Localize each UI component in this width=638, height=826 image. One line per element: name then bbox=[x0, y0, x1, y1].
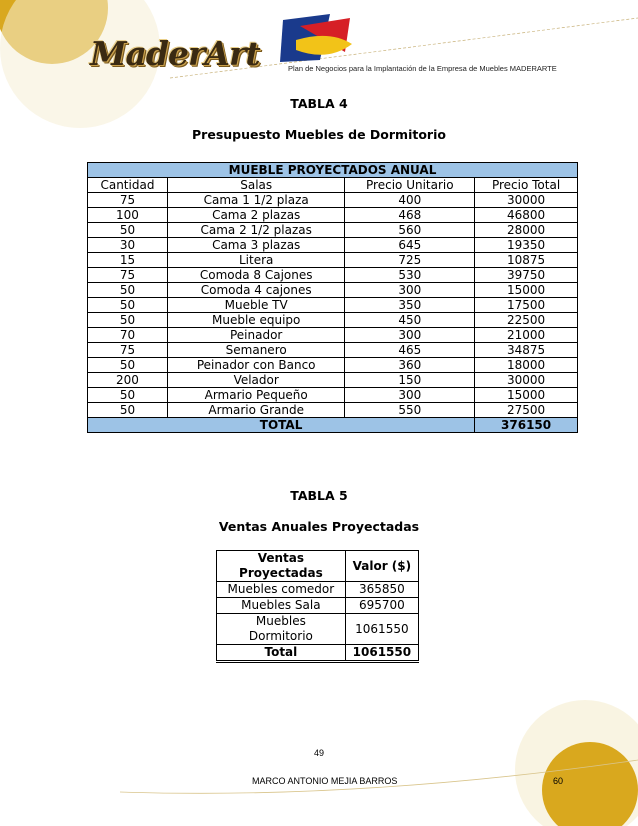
table-row bbox=[88, 268, 578, 283]
table-cell: 15 bbox=[88, 253, 168, 268]
table-cell: 19350 bbox=[475, 238, 578, 253]
table-cell: 46800 bbox=[475, 208, 578, 223]
table-cell bbox=[217, 614, 346, 645]
column-header: Precio Unitario bbox=[345, 178, 475, 193]
table-row bbox=[88, 238, 578, 253]
table4-banner: MUEBLE PROYECTADOS ANUAL bbox=[88, 163, 578, 178]
brand-logo: MaderArt bbox=[90, 34, 260, 73]
table-cell: 50 bbox=[88, 283, 168, 298]
cell-line: Dormitorio bbox=[248, 629, 313, 643]
table-row bbox=[88, 253, 578, 268]
table-row bbox=[217, 614, 419, 645]
table-cell: 150 bbox=[345, 373, 475, 388]
table-row bbox=[88, 223, 578, 238]
total-label: TOTAL bbox=[88, 418, 475, 433]
table5-label: TABLA 5 bbox=[290, 488, 348, 503]
table-cell: 75 bbox=[88, 193, 168, 208]
footer-author: MARCO ANTONIO MEJIA BARROS bbox=[252, 776, 398, 786]
table-cell: 10875 bbox=[475, 253, 578, 268]
table-cell: Muebles Sala bbox=[217, 598, 346, 614]
table4-column-headers bbox=[88, 178, 578, 193]
table-cell: 468 bbox=[345, 208, 475, 223]
table-cell: 360 bbox=[345, 358, 475, 373]
table-row bbox=[88, 313, 578, 328]
column-header: Salas bbox=[167, 178, 345, 193]
table-cell: Armario Pequeño bbox=[167, 388, 345, 403]
table-cell: Comoda 4 cajones bbox=[167, 283, 345, 298]
table-row bbox=[88, 193, 578, 208]
table-cell: 300 bbox=[345, 328, 475, 343]
table-row bbox=[88, 298, 578, 313]
table-cell: Cama 2 1/2 plazas bbox=[167, 223, 345, 238]
table-cell: 450 bbox=[345, 313, 475, 328]
table-cell: 50 bbox=[88, 403, 168, 418]
total-value: 1061550 bbox=[345, 645, 418, 662]
table-cell: 15000 bbox=[475, 388, 578, 403]
table-cell: 75 bbox=[88, 343, 168, 358]
table-cell: Muebles comedor bbox=[217, 582, 346, 598]
table-cell: 50 bbox=[88, 298, 168, 313]
column-header bbox=[217, 551, 346, 582]
table-cell: 50 bbox=[88, 388, 168, 403]
table-cell: 645 bbox=[345, 238, 475, 253]
table4-label: TABLA 4 bbox=[290, 96, 348, 111]
total-label: Total bbox=[217, 645, 346, 662]
table-cell: 17500 bbox=[475, 298, 578, 313]
table-row bbox=[88, 328, 578, 343]
table-cell: 15000 bbox=[475, 283, 578, 298]
table-cell: 34875 bbox=[475, 343, 578, 358]
table-cell: 39750 bbox=[475, 268, 578, 283]
table-cell: Cama 1 1/2 plaza bbox=[167, 193, 345, 208]
page-number: 49 bbox=[313, 748, 324, 758]
header-line: Proyectadas bbox=[239, 566, 323, 580]
table-row bbox=[217, 598, 419, 614]
table4-total-row bbox=[88, 418, 578, 433]
table-row bbox=[88, 283, 578, 298]
table-cell: 695700 bbox=[345, 598, 418, 614]
table-row bbox=[217, 582, 419, 598]
table-cell: 21000 bbox=[475, 328, 578, 343]
table-cell: 50 bbox=[88, 313, 168, 328]
column-header: Cantidad bbox=[88, 178, 168, 193]
table5-total-row bbox=[217, 645, 419, 662]
table-cell: Peinador con Banco bbox=[167, 358, 345, 373]
table-cell: 365850 bbox=[345, 582, 418, 598]
table-cell: 30000 bbox=[475, 373, 578, 388]
table-cell: 560 bbox=[345, 223, 475, 238]
table-cell: 550 bbox=[345, 403, 475, 418]
table-cell: 530 bbox=[345, 268, 475, 283]
column-header: Precio Total bbox=[475, 178, 578, 193]
table5-header-row bbox=[217, 551, 419, 582]
table-cell: 30 bbox=[88, 238, 168, 253]
column-header: Valor ($) bbox=[345, 551, 418, 582]
table-cell: 27500 bbox=[475, 403, 578, 418]
total-value: 376150 bbox=[475, 418, 578, 433]
table-cell: 70 bbox=[88, 328, 168, 343]
footer-page-number: 60 bbox=[553, 776, 564, 786]
brand-emblem-icon bbox=[280, 14, 352, 62]
table-cell: Cama 2 plazas bbox=[167, 208, 345, 223]
table-cell: 1061550 bbox=[345, 614, 418, 645]
table-cell: Velador bbox=[167, 373, 345, 388]
table-row bbox=[88, 343, 578, 358]
cell-line: Muebles bbox=[255, 614, 306, 628]
table4-banner-row bbox=[88, 163, 578, 178]
table5-caption: Ventas Anuales Proyectadas bbox=[218, 519, 420, 534]
table-cell: 200 bbox=[88, 373, 168, 388]
table4-budget-table bbox=[87, 162, 578, 433]
table-cell: 465 bbox=[345, 343, 475, 358]
table-cell: 30000 bbox=[475, 193, 578, 208]
table-cell: Mueble equipo bbox=[167, 313, 345, 328]
table-cell: Armario Grande bbox=[167, 403, 345, 418]
table-cell: Comoda 8 Cajones bbox=[167, 268, 345, 283]
table-cell: Semanero bbox=[167, 343, 345, 358]
table-cell: 50 bbox=[88, 223, 168, 238]
table-row bbox=[88, 388, 578, 403]
table-row bbox=[88, 208, 578, 223]
header-line: Ventas bbox=[257, 551, 305, 565]
table-cell: 725 bbox=[345, 253, 475, 268]
table4-caption: Presupuesto Muebles de Dormitorio bbox=[192, 127, 446, 142]
table-cell: Litera bbox=[167, 253, 345, 268]
table-cell: Mueble TV bbox=[167, 298, 345, 313]
running-header: Plan de Negocios para la Implantación de la Empresa de Muebles MADERARTE bbox=[288, 64, 557, 73]
table-cell: Cama 3 plazas bbox=[167, 238, 345, 253]
table-cell: 18000 bbox=[475, 358, 578, 373]
table5-sales-table bbox=[216, 550, 419, 663]
table-row bbox=[88, 373, 578, 388]
table-cell: 28000 bbox=[475, 223, 578, 238]
table-cell: 100 bbox=[88, 208, 168, 223]
table-cell: 300 bbox=[345, 283, 475, 298]
table-cell: 400 bbox=[345, 193, 475, 208]
table-cell: 350 bbox=[345, 298, 475, 313]
table-row bbox=[88, 403, 578, 418]
table-cell: 300 bbox=[345, 388, 475, 403]
table-cell: 75 bbox=[88, 268, 168, 283]
table-row bbox=[88, 358, 578, 373]
table-cell: 50 bbox=[88, 358, 168, 373]
table-cell: 22500 bbox=[475, 313, 578, 328]
table-cell: Peinador bbox=[167, 328, 345, 343]
